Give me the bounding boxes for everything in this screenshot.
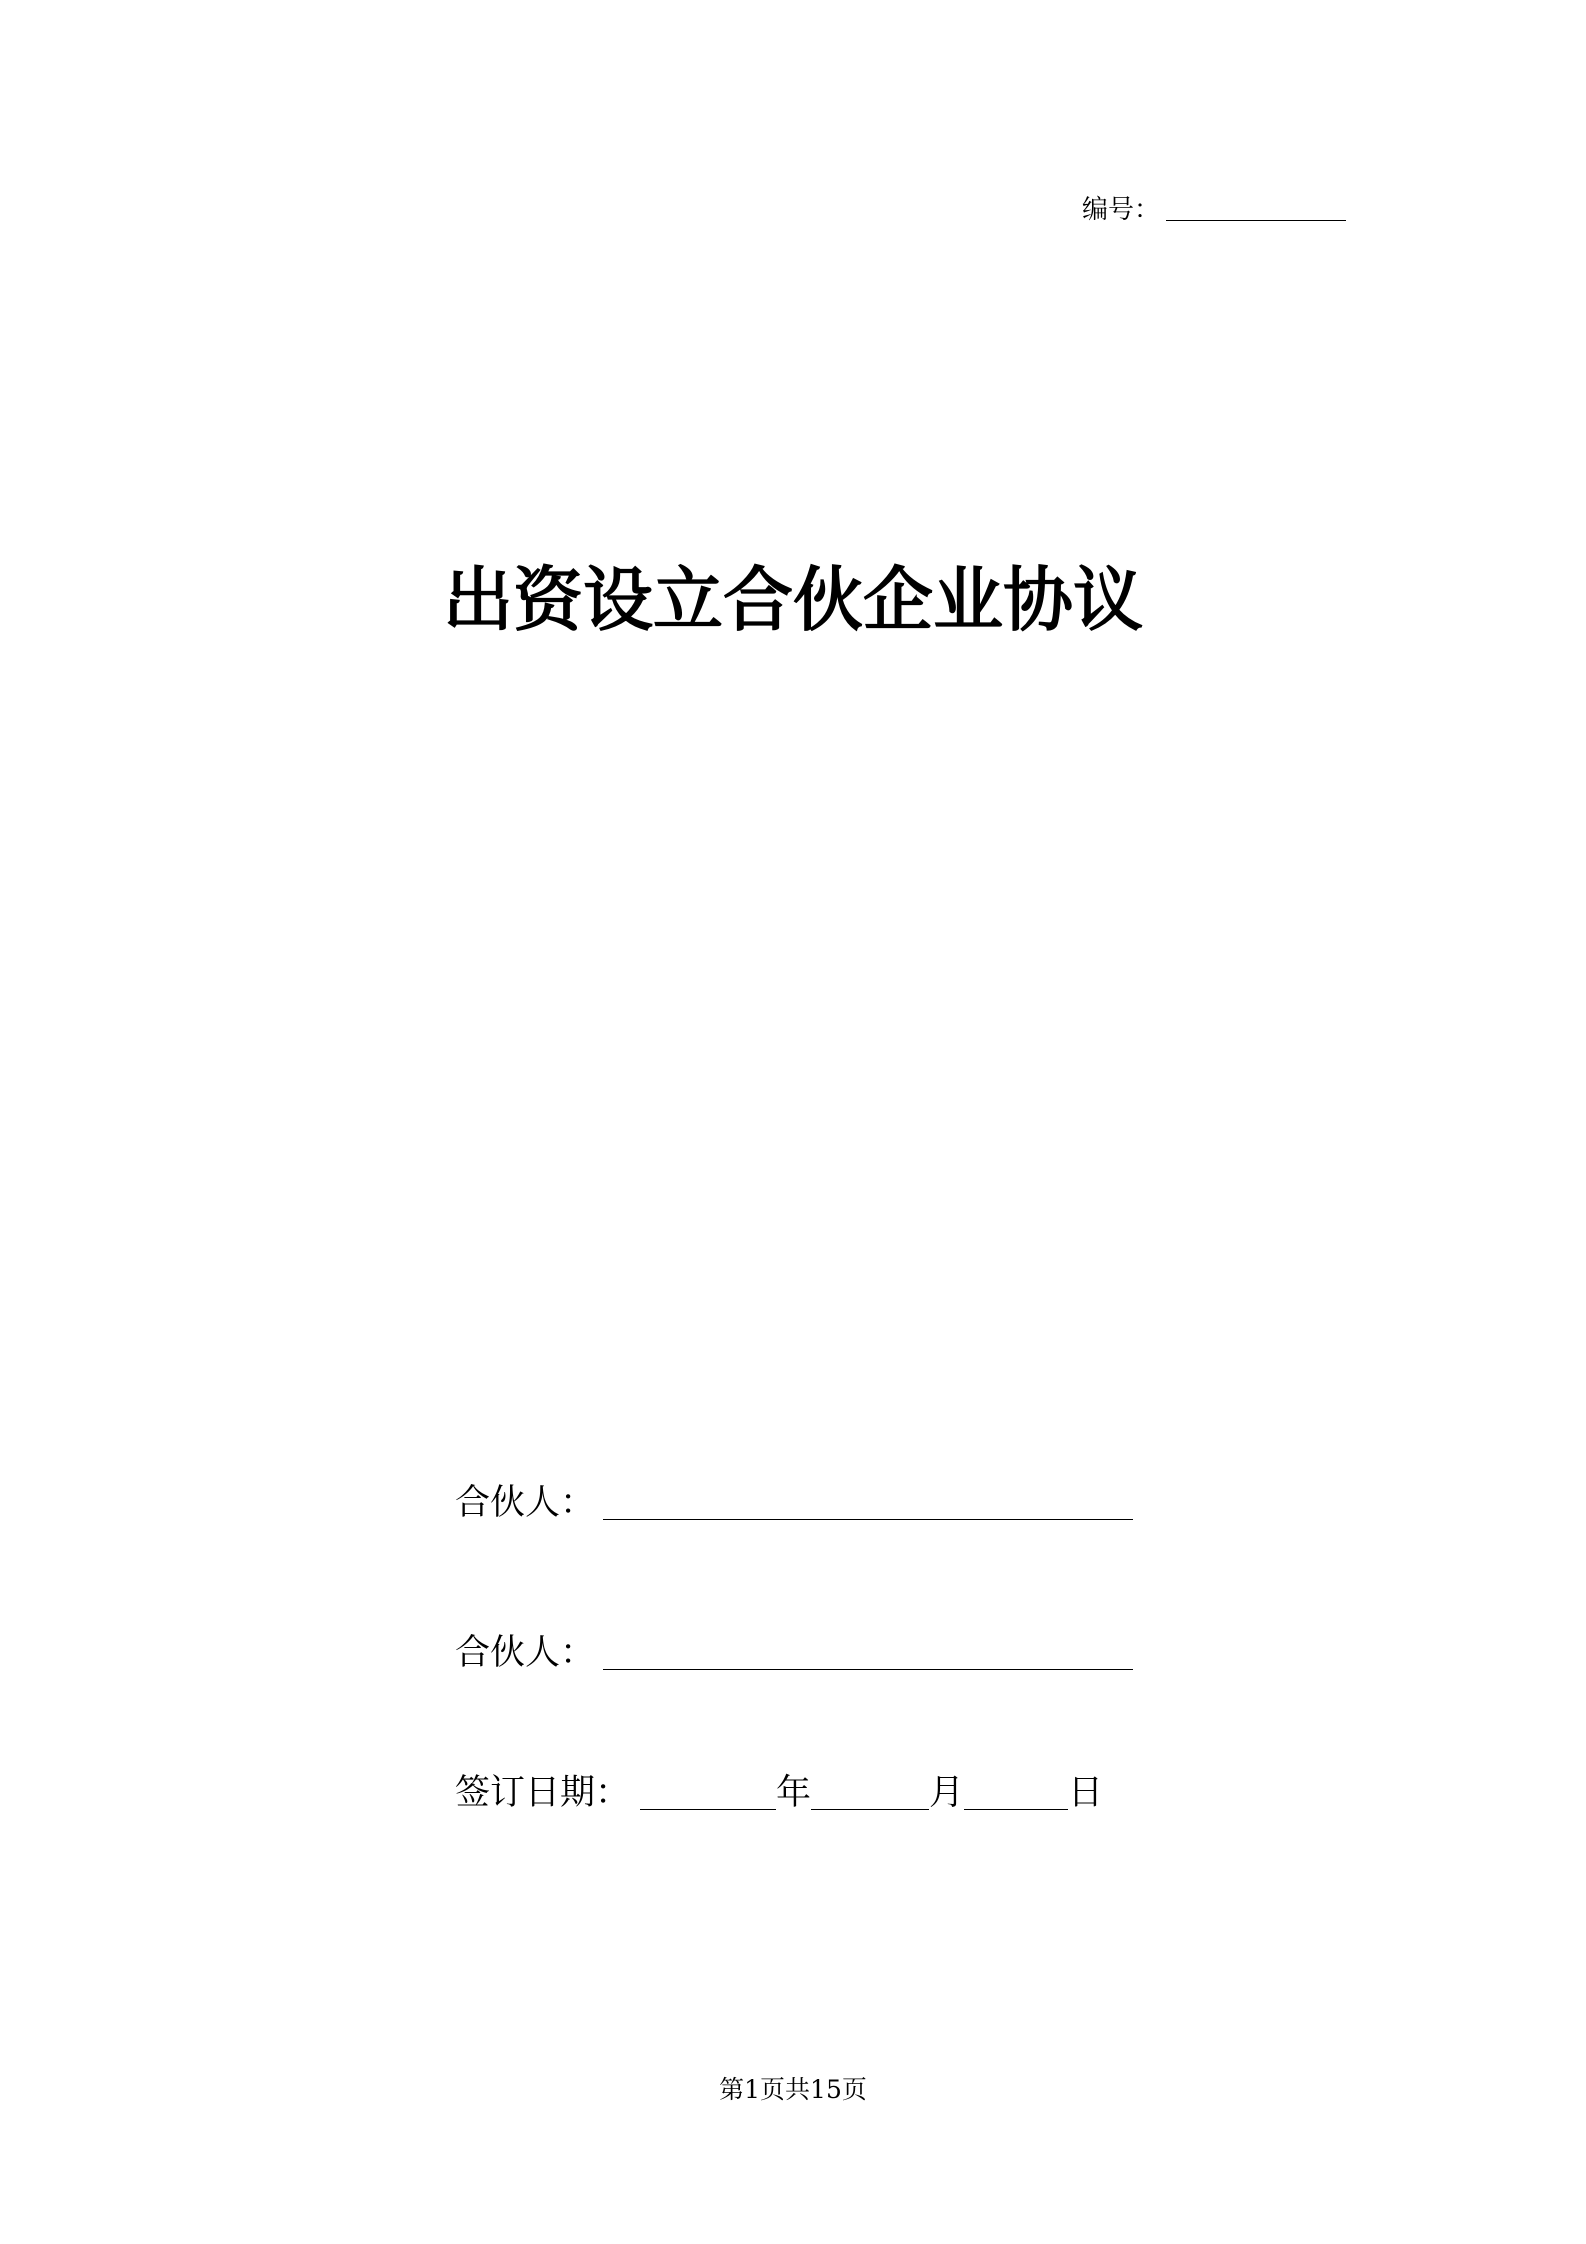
document-title: 出资设立合伙企业协议 xyxy=(443,558,1143,641)
partner-1-blank[interactable] xyxy=(603,1479,1133,1520)
month-label: 月 xyxy=(929,1773,965,1813)
serial-number-label: 编号： xyxy=(1082,195,1161,225)
year-label: 年 xyxy=(776,1773,812,1813)
partner-2-blank[interactable] xyxy=(603,1629,1133,1670)
serial-number-blank[interactable] xyxy=(1166,190,1346,221)
partner-2-label: 合伙人： xyxy=(455,1633,596,1673)
partner-1-row xyxy=(455,1478,1133,1528)
partner-1-label: 合伙人： xyxy=(455,1483,596,1523)
month-blank[interactable] xyxy=(811,1769,929,1810)
day-blank[interactable] xyxy=(964,1769,1068,1810)
year-blank[interactable] xyxy=(640,1769,776,1810)
serial-number-field xyxy=(1082,190,1346,230)
signing-date-label: 签订日期： xyxy=(455,1773,631,1813)
day-label: 日 xyxy=(1068,1773,1104,1813)
signing-date-row xyxy=(455,1768,1103,1818)
partner-2-row xyxy=(455,1628,1133,1678)
page-footer: 第1页共15页 xyxy=(719,2075,867,2104)
